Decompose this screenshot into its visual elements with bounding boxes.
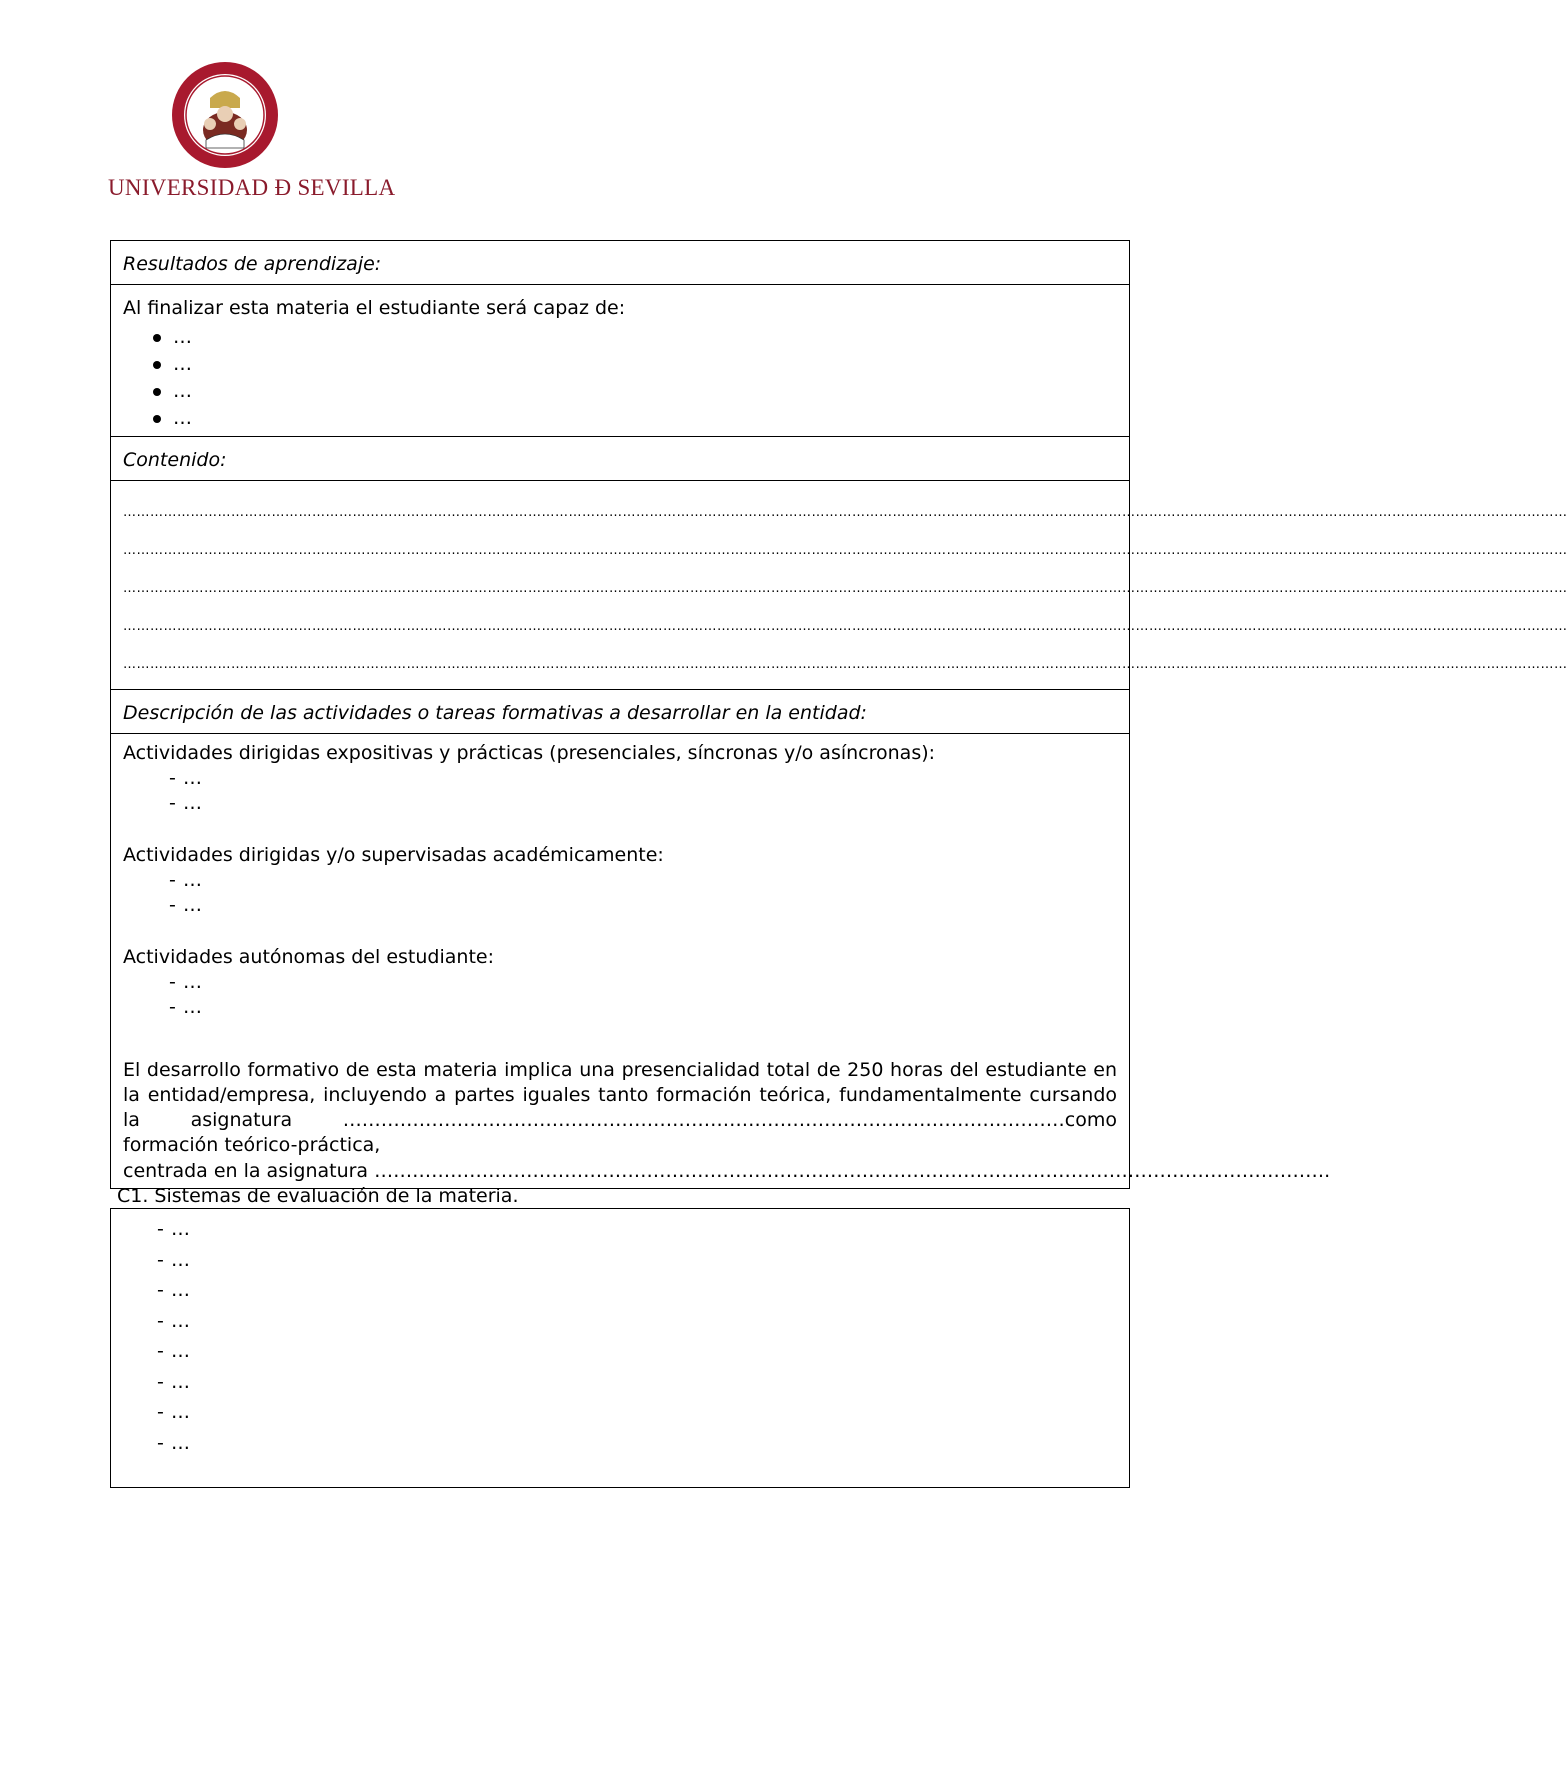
list-item: - … bbox=[157, 1218, 190, 1240]
list-item: - … bbox=[157, 1340, 190, 1362]
list-item: - … bbox=[157, 1401, 190, 1423]
evaluation-box bbox=[110, 1208, 1130, 1488]
activity-group-title: Actividades dirigidas expositivas y prácticas (presenciales, síncronas y/o asíncronas): bbox=[123, 742, 936, 764]
content-fill-line: …………………………………………………………………………………………………………………………………………………………………………………………………………………………………………………………………………………………… bbox=[123, 543, 1568, 558]
list-item: - … bbox=[169, 869, 202, 891]
content-header: Contenido: bbox=[111, 437, 1129, 481]
learning-outcomes-body bbox=[111, 285, 1129, 437]
main-form-table bbox=[110, 240, 1568, 1189]
evaluation-label: C1. Sistemas de evaluación de la materia. bbox=[117, 1185, 519, 1207]
bullet-icon bbox=[153, 415, 161, 423]
list-item: - … bbox=[169, 792, 202, 814]
list-item: … bbox=[123, 405, 1117, 432]
list-item: - … bbox=[157, 1248, 190, 1271]
list-item: - … bbox=[157, 1431, 190, 1454]
activity-group-title: Actividades dirigidas y/o supervisadas académicamente: bbox=[123, 844, 664, 866]
bullet-icon bbox=[153, 388, 161, 396]
list-item: - … bbox=[169, 971, 202, 993]
list-item: - … bbox=[157, 1279, 190, 1301]
bullet-icon bbox=[153, 361, 161, 369]
list-item: … bbox=[123, 351, 1117, 378]
learning-outcomes-header: Resultados de aprendizaje: bbox=[111, 241, 1129, 285]
bullet-icon bbox=[153, 334, 161, 342]
content-fill-line: …………………………………………………………………………………………………………………………………………………………………………………………………………………………………………………………………………………………… bbox=[123, 619, 1568, 634]
list-item: - … bbox=[157, 1370, 190, 1393]
learning-intro: Al finalizar esta materia el estudiante será capaz de: bbox=[123, 297, 626, 319]
presence-paragraph: El desarrollo formativo de esta materia implica una presencialidad total de 250 horas del estudiante en la entidad/empresa, incluyendo a partes iguales tanto formación teórica, fundamentalmente cursando la asignatura ……………………………………………………………………………………………………como formación teórico-práctica, bbox=[123, 1059, 1117, 1156]
activities-body bbox=[111, 734, 1331, 1188]
list-item: - … bbox=[169, 996, 202, 1018]
list-item: … bbox=[123, 378, 1117, 405]
list-item: - … bbox=[169, 767, 202, 789]
list-item: … bbox=[123, 324, 1117, 351]
content-fill-line: …………………………………………………………………………………………………………………………………………………………………………………………………………………………………………………………………………………………… bbox=[123, 657, 1568, 672]
content-fill-line: …………………………………………………………………………………………………………………………………………………………………………………………………………………………………………………………………………………………… bbox=[123, 581, 1568, 596]
university-name: UNIVERSIDAD Ɖ SEVILLA bbox=[108, 175, 396, 200]
activity-group-title: Actividades autónomas del estudiante: bbox=[123, 946, 494, 968]
university-seal-logo bbox=[170, 60, 280, 170]
activities-header: Descripción de las actividades o tareas formativas a desarrollar en la entidad: bbox=[111, 690, 1129, 734]
presence-paragraph-end: centrada en la asignatura ……………………………………………………………………………………………………………………………………. bbox=[123, 1160, 1331, 1182]
list-item: - … bbox=[169, 894, 202, 916]
content-fill-line: …………………………………………………………………………………………………………………………………………………………………………………………………………………………………………………………………………………………… bbox=[123, 505, 1568, 520]
list-item: - … bbox=[157, 1309, 190, 1332]
content-body bbox=[111, 481, 1568, 690]
